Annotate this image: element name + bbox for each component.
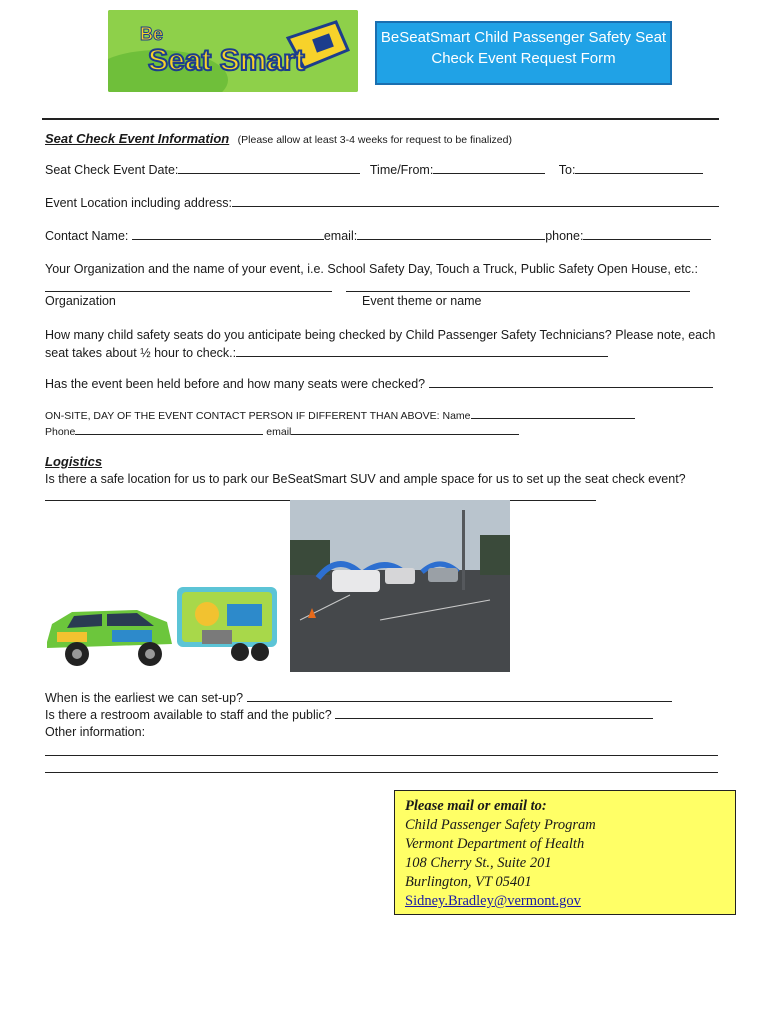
restroom-row — [45, 707, 653, 722]
setup-row — [45, 690, 672, 705]
setup-question: When is the earliest we can set-up? — [45, 691, 244, 705]
event-date-field[interactable] — [178, 162, 360, 174]
other-info-line-2[interactable] — [45, 772, 718, 773]
parking-question: Is there a safe location for us to park our BeSeatSmart SUV and ample space for us to set up the seat check event? — [45, 472, 686, 486]
phone-label: phone: — [545, 229, 584, 243]
event-date-row — [45, 162, 703, 177]
suv-trailer-photo — [42, 582, 282, 672]
other-info-label: Other information: — [45, 725, 146, 739]
contact-name-field[interactable] — [132, 228, 324, 240]
contact-row — [45, 228, 711, 243]
time-from-label: Time/From: — [369, 163, 434, 177]
seat-check-event-photo — [290, 500, 510, 672]
email-label: email: — [323, 229, 358, 243]
mail-city-line: Burlington, VT 05401 — [405, 874, 532, 890]
logistics-heading: Logistics — [45, 454, 103, 469]
time-from-field[interactable] — [433, 162, 545, 174]
mail-to-box — [394, 790, 736, 915]
info-heading-row — [45, 130, 512, 148]
organization-caption: Organization — [45, 294, 116, 308]
seats-question-line2: seat takes about ½ hour to check.: — [45, 346, 237, 360]
onsite-phone-label: Phone — [45, 426, 76, 438]
location-label: Event Location including address: — [45, 196, 232, 210]
info-note: (Please allow at least 3-4 weeks for request to be finalized) — [237, 134, 512, 146]
contact-name-label: Contact Name: — [45, 229, 129, 243]
held-before-row — [45, 376, 713, 391]
held-before-question: Has the event been held before and how many seats were checked? — [45, 377, 426, 391]
mail-department-line: Vermont Department of Health — [405, 836, 585, 852]
held-before-field[interactable] — [429, 376, 713, 388]
onsite-email-label: email — [266, 426, 292, 438]
mail-program-line: Child Passenger Safety Program — [405, 817, 596, 833]
seats-question-row — [45, 345, 608, 360]
onsite-contact-label: ON-SITE, DAY OF THE EVENT CONTACT PERSON IF DIFFERENT THAN ABOVE: Name — [45, 410, 471, 422]
onsite-phone-field[interactable] — [75, 425, 263, 435]
info-section-heading: Seat Check Event Information — [45, 131, 230, 146]
restroom-field[interactable] — [335, 707, 653, 719]
setup-time-field[interactable] — [247, 690, 672, 702]
form-title-line1: BeSeatSmart Child Passenger Safety Seat — [380, 29, 667, 46]
location-field[interactable] — [232, 195, 719, 207]
onsite-email-field[interactable] — [291, 425, 519, 435]
onsite-name-field[interactable] — [471, 409, 635, 419]
onsite-phone-row — [45, 425, 519, 438]
logo-main-text: Seat Smart — [148, 44, 305, 77]
seats-count-field[interactable] — [236, 345, 608, 357]
event-theme-caption: Event theme or name — [362, 294, 482, 308]
contact-email-link[interactable]: Sidney.Bradley@vermont.gov — [405, 893, 581, 909]
other-info-line-1[interactable] — [45, 755, 718, 756]
time-to-field[interactable] — [575, 162, 703, 174]
event-date-label: Seat Check Event Date: — [45, 163, 179, 177]
email-field[interactable] — [357, 228, 545, 240]
onsite-contact-row — [45, 409, 635, 422]
time-to-label: To: — [558, 163, 576, 177]
form-title-box — [375, 21, 672, 85]
org-prompt: Your Organization and the name of your event, i.e. School Safety Day, Touch a Truck, Public Safety Open House, etc.: — [45, 262, 698, 276]
mail-street-line: 108 Cherry St., Suite 201 — [405, 855, 552, 871]
phone-field[interactable] — [583, 228, 711, 240]
organization-field[interactable] — [45, 291, 332, 292]
logo-be-text: Be — [140, 24, 164, 44]
beseatsmart-logo — [108, 10, 358, 92]
mail-to-heading: Please mail or email to: — [405, 798, 547, 814]
seats-question-line1: How many child safety seats do you anticipate being checked by Child Passenger Safety Technicians? Please note, each — [45, 328, 716, 342]
header-divider — [42, 118, 719, 120]
event-theme-field[interactable] — [346, 291, 690, 292]
restroom-question: Is there a restroom available to staff and the public? — [45, 708, 332, 722]
form-title-line2: Check Event Request Form — [431, 50, 616, 67]
location-row — [45, 195, 719, 210]
